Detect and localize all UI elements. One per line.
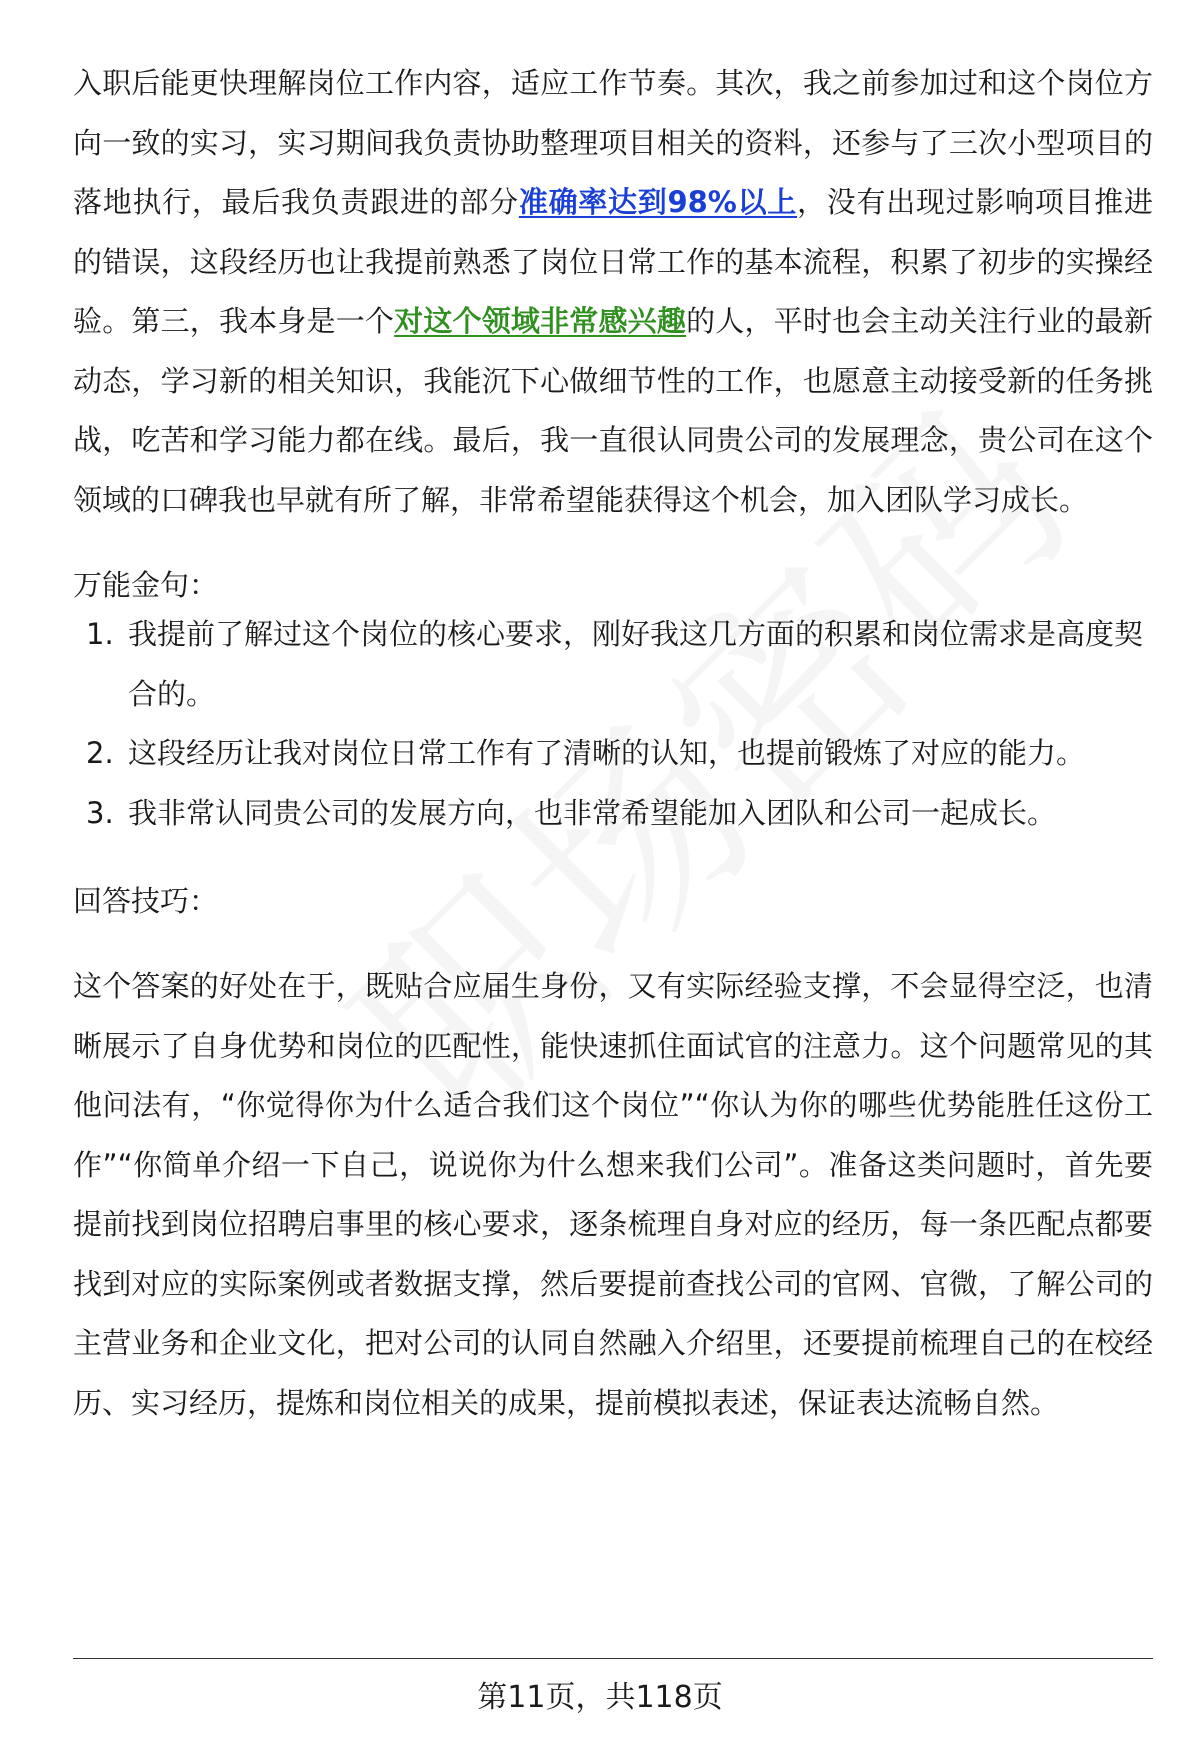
list-item xyxy=(73,605,1153,724)
list-item xyxy=(73,724,1153,784)
highlight-interest: 对这个领域非常感兴趣 xyxy=(394,304,687,338)
list-item-text: 我提前了解过这个岗位的核心要求，刚好我这几方面的积累和岗位需求是高度契合的。 xyxy=(128,617,1144,711)
golden-sentences-heading: 万能金句： xyxy=(73,568,219,602)
golden-sentences-list xyxy=(73,605,1153,843)
list-item-text: 我非常认同贵公司的发展方向，也非常希望能加入团队和公司一起成长。 xyxy=(128,795,1057,830)
list-item-number: 3. xyxy=(86,795,114,830)
document-body xyxy=(73,54,1153,1433)
list-item xyxy=(73,784,1153,844)
highlight-accuracy: 准确率达到98%以上 xyxy=(518,185,798,219)
list-item-number: 2. xyxy=(86,736,114,770)
page-number: 第11页，共118页 xyxy=(477,1680,723,1715)
footer-divider xyxy=(73,1658,1153,1659)
intro-paragraph xyxy=(73,54,1153,530)
intro-text-3: 的人，平时也会主动关注行业的最新动态，学习新的相关知识，我能沉下心做细节性的工作，也愿意主动接受新的任务挑战，吃苦和学习能力都在线。最后，我一直很认同贵公司的发展理念，贵公司在这个领域的口碑我也早就有所了解，非常希望能获得这个机会，加入团队学习成长。 xyxy=(73,304,1153,517)
intro-text-2: ，没有出现过影响项目推进的错误，这段经历也让我提前熟悉了岗位日常工作的基本流程，积累了初步的实操经验。第三，我本身是一个 xyxy=(73,185,1153,338)
tips-paragraph: 这个答案的好处在于，既贴合应届生身份，又有实际经验支撑，不会显得空泛，也清晰展示了自身优势和岗位的匹配性，能快速抓住面试官的注意力。这个问题常见的其他问法有，“你觉得你为什么适合我们这个岗位”“你认为你的哪些优势能胜任这份工作”“你简单介绍一下自己，说说你为什么想来我们公司”。准备这类问题时，首先要提前找到岗位招聘启事里的核心要求，逐条梳理自身对应的经历，每一条匹配点都要找到对应的实际案例或者数据支撑，然后要提前查找公司的官网、官微，了解公司的主营业务和企业文化，把对公司的认同自然融入介绍里，还要提前梳理自己的在校经历、实习经历，提炼和岗位相关的成果，提前模拟表述，保证表达流畅自然。 xyxy=(73,969,1153,1420)
tips-heading: 回答技巧： xyxy=(73,884,219,918)
intro-text-1: 入职后能更快理解岗位工作内容，适应工作节奏。其次，我之前参加过和这个岗位方向一致的实习，实习期间我负责协助整理项目相关的资料，还参与了三次小型项目的落地执行，最后我负责跟进的部分 xyxy=(73,66,1153,219)
list-item-number: 1. xyxy=(86,617,114,651)
list-item-text: 这段经历让我对岗位日常工作有了清晰的认知，也提前锻炼了对应的能力。 xyxy=(128,736,1086,770)
